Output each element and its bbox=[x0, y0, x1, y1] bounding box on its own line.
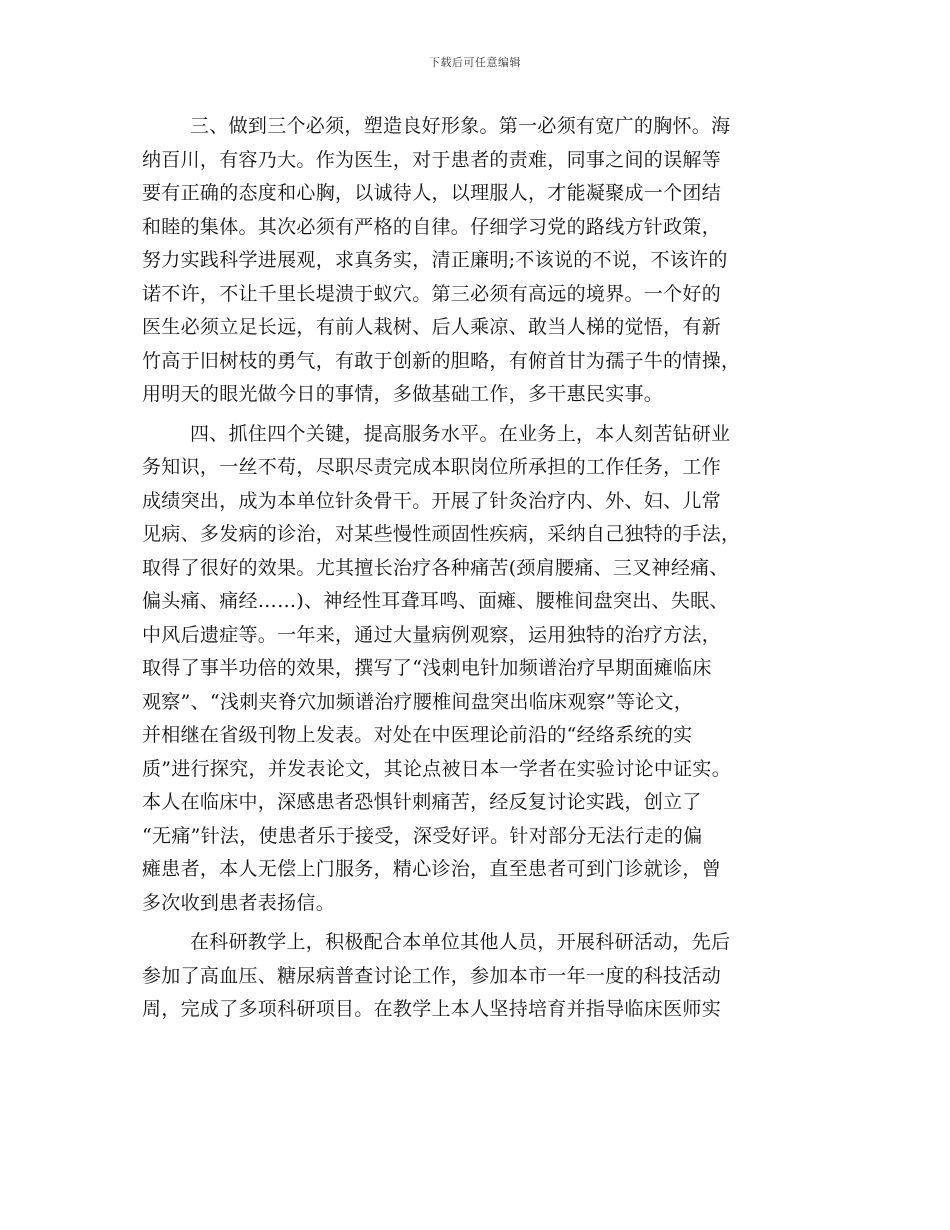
text-line: 用明天的眼光做今日的事情，多做基础工作，多干惠民实事。 bbox=[142, 383, 664, 405]
text-line: 务知识，一丝不苟，尽职尽责完成本职岗位所承担的工作任务，工作 bbox=[142, 456, 722, 478]
document-body bbox=[142, 110, 812, 1027]
text-line: 四、抓住四个关键，提高服务水平。在业务上，本人刻苦钻研业 bbox=[190, 422, 731, 445]
text-line: 成绩突出，成为本单位针灸骨干。开展了针灸治疗内、外、妇、儿常 bbox=[142, 489, 722, 512]
text-line: 医生必须立足长远，有前人栽树、后人乘凉、敢当人梯的觉悟，有新 bbox=[142, 316, 722, 338]
text-line: 参加了高血压、糖尿病普查讨论工作，参加本市一年一度的科技活动 bbox=[142, 964, 722, 987]
text-line: 取得了事半功倍的效果，撰写了“浅刺电针加频谱治疗早期面瘫临床 bbox=[142, 657, 712, 679]
text-line: 瘫患者，本人无偿上门服务，精心诊治，直至患者可到门诊就诊，曾 bbox=[142, 858, 722, 880]
text-line: 本人在临床中，深感患者恐惧针刺痛苦，经反复讨论实践，创立了 bbox=[142, 791, 702, 813]
text-line: 并相继在省级刊物上发表。对处在中医理论前沿的“经络系统的实 bbox=[142, 724, 693, 746]
text-line: 纳百川，有容乃大。作为医生，对于患者的责难，同事之间的误解等 bbox=[142, 148, 722, 171]
text-line: 多次收到患者表扬信。 bbox=[142, 891, 336, 914]
text-line: 见病、多发病的诊治，对某些慢性顽固性疾病，采纳自己独特的手法， bbox=[142, 523, 741, 545]
text-line: 诺不许，不让千里长堤溃于蚁穴。第三必须有高远的境界。一个好的 bbox=[142, 282, 722, 305]
text-line: “无痛”针法，使患者乐于接受，深受好评。针对部分无法行走的偏 bbox=[142, 824, 703, 847]
paragraph-three-musts bbox=[142, 110, 812, 412]
text-line: 努力实践科学进展观，求真务实，清正廉明;不该说的不说，不该许的 bbox=[142, 249, 728, 271]
text-line: 周，完成了多项科研项目。在教学上本人坚持培育并指导临床医师实 bbox=[142, 998, 722, 1020]
text-line: 在科研教学上，积极配合本单位其他人员，开展科研活动，先后 bbox=[190, 931, 731, 953]
paragraph-four-keys bbox=[142, 418, 812, 921]
text-line: 中风后遗症等。一年来，通过大量病例观察，运用独特的治疗方法， bbox=[142, 623, 722, 646]
text-line: 和睦的集体。其次必须有严格的自律。仔细学习党的路线方针政策， bbox=[142, 215, 722, 238]
text-line: 三、做到三个必须，塑造良好形象。第一必须有宽广的胸怀。海 bbox=[190, 115, 731, 137]
text-line: 竹高于旧树枝的勇气，有敢于创新的胆略，有俯首甘为孺子牛的情操， bbox=[142, 349, 741, 372]
text-line: 质”进行探究，并发表论文，其论点被日本一学者在实验讨论中证实。 bbox=[142, 757, 732, 780]
text-line: 取得了很好的效果。尤其擅长治疗各种痛苦(颈肩腰痛、三叉神经痛、 bbox=[142, 556, 729, 579]
text-line: 要有正确的态度和心胸，以诚待人，以理服人，才能凝聚成一个团结 bbox=[142, 182, 722, 204]
paragraph-research-teaching bbox=[142, 926, 812, 1027]
text-line: 偏头痛、痛经……)、神经性耳聋耳鸣、面瘫、腰椎间盘突出、失眠、 bbox=[142, 590, 729, 612]
page-header: 下载后可任意编辑 bbox=[429, 56, 521, 69]
text-line: 观察”、“浅刺夹脊穴加频谱治疗腰椎间盘突出临床观察”等论文， bbox=[142, 690, 694, 713]
